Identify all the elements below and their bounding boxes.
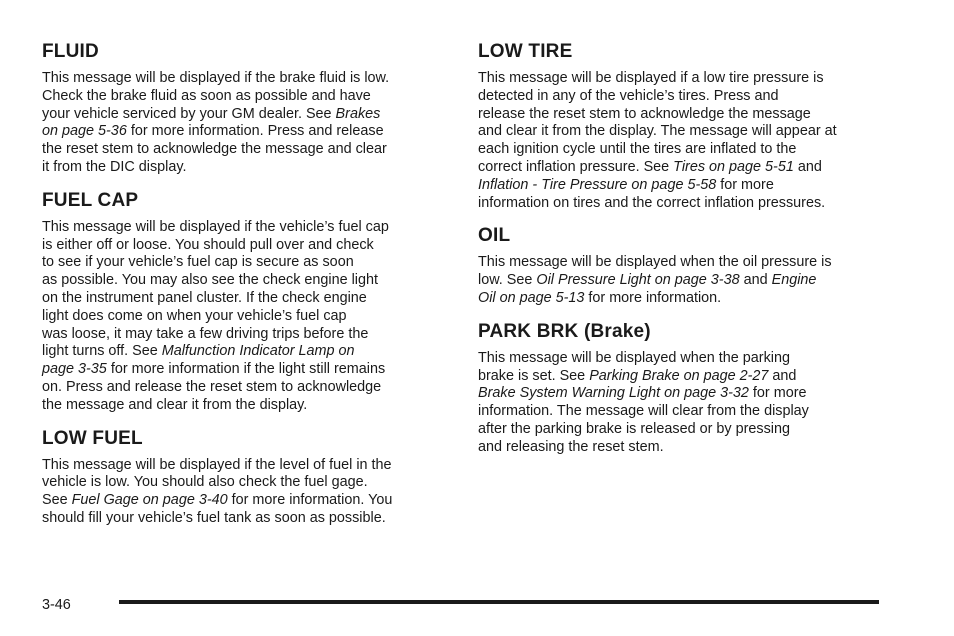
section-body-fluid bbox=[42, 70, 444, 177]
text-run: light turns off. See bbox=[42, 343, 162, 360]
text-run: was loose, it may take a few driving trips before the bbox=[42, 325, 369, 342]
text-line bbox=[42, 106, 444, 124]
section-body-low-fuel bbox=[42, 457, 444, 528]
cross-reference: Brake System Warning Light on page 3-32 bbox=[478, 385, 749, 402]
text-run: Check the brake fluid as soon as possible and have bbox=[42, 87, 371, 104]
section-heading-low-fuel: LOW FUEL bbox=[42, 427, 143, 449]
text-line bbox=[42, 492, 444, 510]
text-line bbox=[478, 290, 888, 308]
text-run: each ignition cycle until the tires are inflated to the bbox=[478, 141, 797, 158]
text-line bbox=[478, 159, 888, 177]
text-run: for more bbox=[716, 176, 774, 193]
text-run: and clear it from the display. The message will appear at bbox=[478, 123, 837, 140]
text-run: information. The message will clear from the display bbox=[478, 403, 809, 420]
text-line bbox=[478, 385, 888, 403]
text-run: for more bbox=[748, 385, 807, 402]
text-run: to see if your vehicle’s fuel cap is secure as soon bbox=[42, 254, 354, 271]
text-line bbox=[42, 272, 444, 290]
text-line bbox=[478, 350, 888, 368]
section-body-park-brk-brake bbox=[478, 350, 888, 457]
text-run: This message will be displayed if the vehicle’s fuel cap bbox=[42, 218, 389, 235]
text-line bbox=[42, 474, 444, 492]
section-heading-low-tire: LOW TIRE bbox=[478, 41, 573, 62]
text-run: as possible. You may also see the check engine light bbox=[42, 272, 379, 289]
left-column bbox=[42, 40, 444, 540]
text-run: release the reset stem to acknowledge the message bbox=[478, 105, 811, 122]
text-line bbox=[42, 123, 444, 141]
text-run: is either off or loose. You should pull over and check bbox=[42, 236, 374, 253]
footer-rule bbox=[119, 600, 879, 604]
text-run: for more information. bbox=[584, 289, 722, 306]
text-line bbox=[42, 141, 444, 159]
text-line bbox=[478, 88, 888, 106]
text-line bbox=[478, 177, 888, 195]
text-line bbox=[478, 439, 888, 457]
right-column bbox=[478, 40, 888, 469]
cross-reference: Malfunction Indicator Lamp on bbox=[161, 343, 355, 360]
text-line bbox=[478, 254, 888, 272]
text-line bbox=[478, 70, 888, 88]
text-run: your vehicle serviced by your GM dealer. See bbox=[42, 105, 336, 122]
text-line bbox=[42, 510, 444, 528]
text-line bbox=[42, 326, 444, 344]
text-run: This message will be displayed if the level of fuel in the bbox=[42, 456, 392, 473]
text-line bbox=[42, 219, 444, 237]
text-run: See bbox=[42, 492, 72, 509]
section-body-fuel-cap bbox=[42, 219, 444, 415]
text-line bbox=[42, 379, 444, 397]
cross-reference: page 3-35 bbox=[42, 361, 107, 378]
cross-reference: Parking Brake on page 2-27 bbox=[589, 367, 769, 384]
text-run: This message will be displayed if the brake fluid is low. bbox=[42, 70, 390, 86]
section-heading-fluid: FLUID bbox=[42, 41, 99, 62]
text-line bbox=[42, 361, 444, 379]
text-line bbox=[478, 106, 888, 124]
text-run: it from the DIC display. bbox=[42, 158, 187, 175]
text-line bbox=[478, 141, 888, 159]
text-run: This message will be displayed if a low tire pressure is bbox=[478, 70, 824, 86]
text-line bbox=[42, 237, 444, 255]
text-run: information on tires and the correct inflation pressures. bbox=[478, 194, 826, 211]
cross-reference: Oil Pressure Light on page 3-38 bbox=[536, 272, 740, 289]
text-line bbox=[478, 123, 888, 141]
text-line bbox=[42, 397, 444, 415]
text-line bbox=[42, 343, 444, 361]
section-heading-park-brk-brake: PARK BRK (Brake) bbox=[478, 320, 651, 342]
text-line bbox=[42, 308, 444, 326]
text-run: for more information. You bbox=[227, 492, 393, 509]
text-line bbox=[42, 254, 444, 272]
text-run: and bbox=[768, 367, 797, 384]
text-run: This message will be displayed when the parking bbox=[478, 349, 790, 366]
text-run: on the instrument panel cluster. If the check engine bbox=[42, 289, 367, 306]
text-line bbox=[42, 88, 444, 106]
cross-reference: Brakes bbox=[335, 105, 381, 122]
text-run: low. See bbox=[478, 272, 537, 289]
text-run: for more information if the light still remains bbox=[106, 361, 386, 378]
text-run: brake is set. See bbox=[478, 367, 590, 384]
text-line bbox=[478, 368, 888, 386]
text-line bbox=[42, 457, 444, 475]
text-line bbox=[42, 290, 444, 308]
text-line bbox=[478, 195, 888, 213]
text-run: vehicle is low. You should also check the fuel gage. bbox=[42, 474, 368, 491]
cross-reference: Engine bbox=[771, 272, 817, 289]
cross-reference: Oil on page 5-13 bbox=[478, 289, 585, 306]
text-run: the reset stem to acknowledge the message and clear bbox=[42, 141, 387, 158]
text-run: should fill your vehicle’s fuel tank as soon as possible. bbox=[42, 509, 386, 526]
text-run: on. Press and release the reset stem to acknowledge bbox=[42, 378, 382, 395]
page-number: 3-46 bbox=[42, 597, 71, 613]
cross-reference: Tires on page 5-51 bbox=[673, 158, 794, 175]
section-heading-fuel-cap: FUEL CAP bbox=[42, 189, 139, 211]
text-run: and bbox=[739, 272, 772, 289]
text-run: detected in any of the vehicle’s tires. Press and bbox=[478, 87, 779, 104]
text-line bbox=[478, 403, 888, 421]
text-line bbox=[478, 421, 888, 439]
section-body-low-tire bbox=[478, 70, 888, 212]
text-run: and releasing the reset stem. bbox=[478, 438, 664, 455]
cross-reference: Fuel Gage on page 3-40 bbox=[71, 492, 228, 509]
cross-reference: on page 5-36 bbox=[42, 123, 127, 140]
text-run: for more information. Press and release bbox=[126, 123, 384, 140]
section-heading-oil: OIL bbox=[478, 225, 511, 247]
text-line bbox=[42, 159, 444, 177]
cross-reference: Inflation - Tire Pressure on page 5-58 bbox=[478, 176, 717, 193]
text-line bbox=[478, 272, 888, 290]
section-body-oil bbox=[478, 254, 888, 307]
text-line bbox=[42, 70, 444, 88]
text-run: after the parking brake is released or by pressing bbox=[478, 420, 790, 437]
text-run: the message and clear it from the display. bbox=[42, 396, 308, 413]
text-run: light does come on when your vehicle’s fuel cap bbox=[42, 307, 347, 324]
text-run: correct inflation pressure. See bbox=[478, 158, 674, 175]
text-run: This message will be displayed when the oil pressure is bbox=[478, 254, 832, 271]
text-run: and bbox=[793, 158, 822, 175]
